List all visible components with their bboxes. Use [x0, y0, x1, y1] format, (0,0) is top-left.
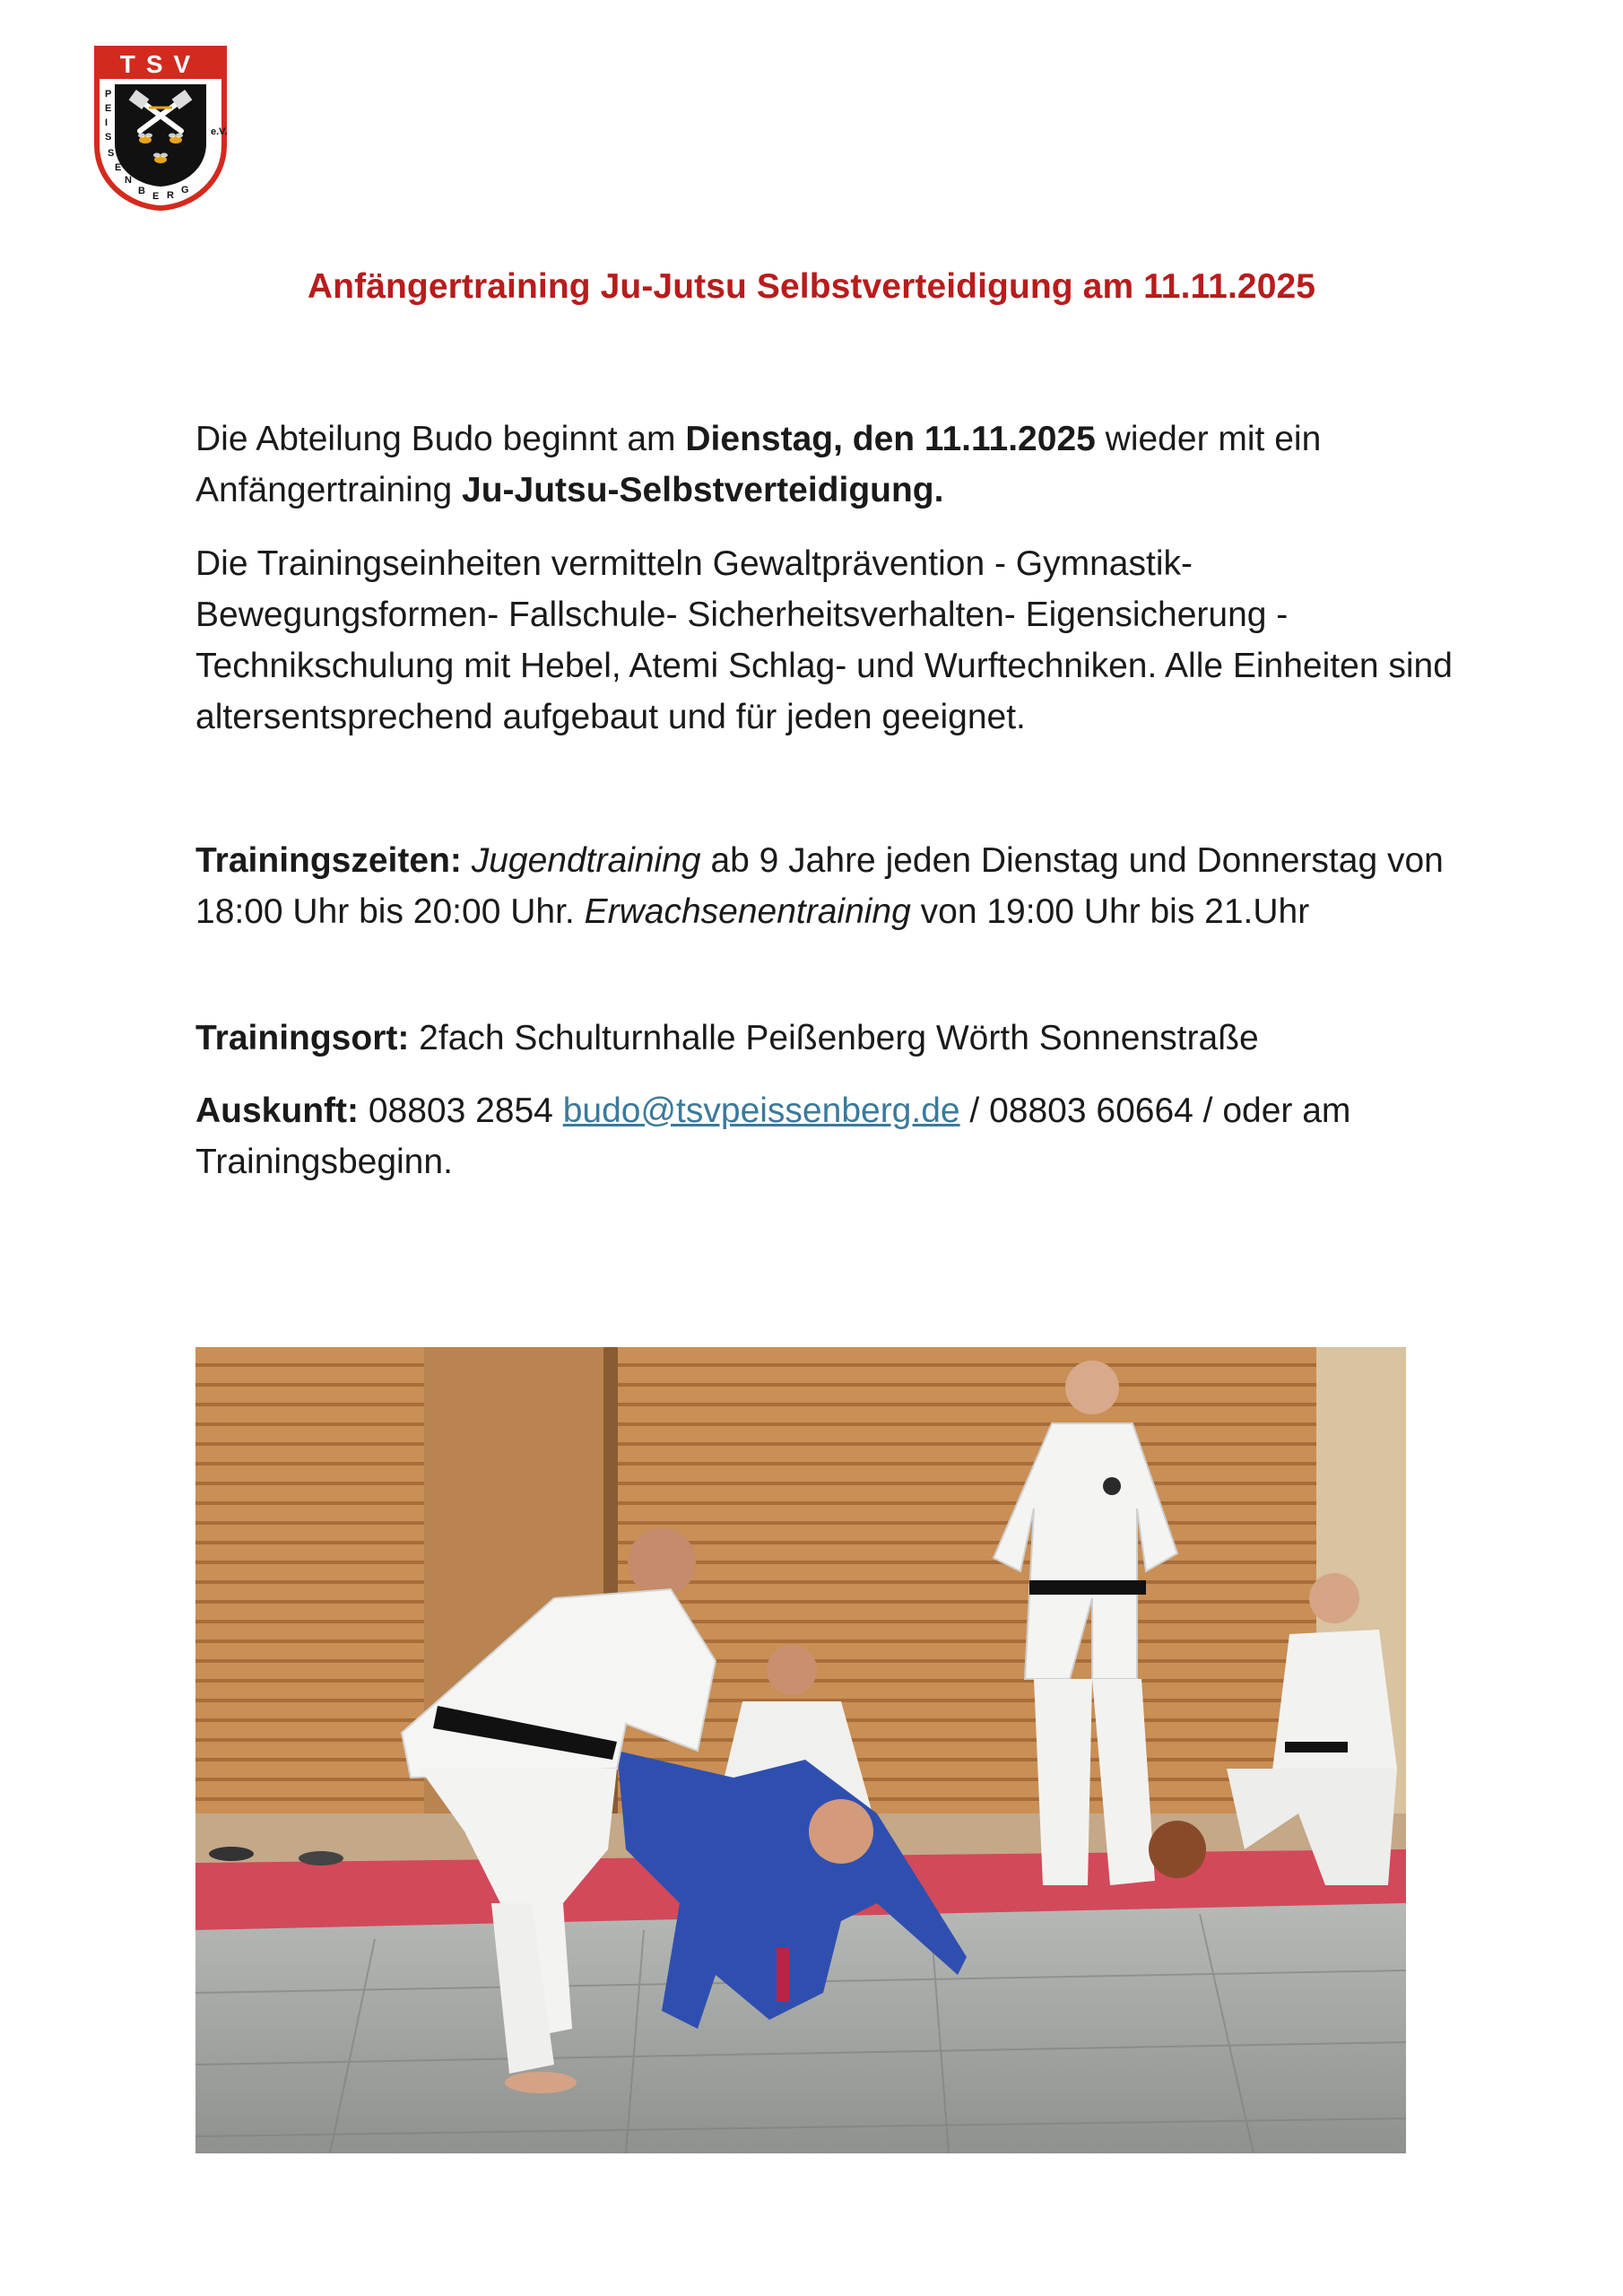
svg-text:e.V.: e.V.	[211, 126, 228, 137]
contact-rest: / 08803 60664 / oder am Trainingsbeginn.	[195, 1091, 1351, 1181]
training-times	[195, 835, 1469, 937]
page-title: Anfängertraining Ju-Jutsu Selbstverteidigung am 11.11.2025	[307, 267, 1316, 306]
contact-info	[195, 1085, 1469, 1187]
svg-text:N: N	[125, 175, 132, 186]
youth-text: ab 9 Jahre jeden Dienstag und Donnerstag von 18:00 Uhr bis 20:00 Uhr.	[195, 841, 1444, 931]
training-location	[195, 1013, 1469, 1064]
svg-text:B: B	[138, 186, 145, 196]
svg-text:TSV: TSV	[119, 50, 202, 78]
svg-text:S: S	[105, 132, 112, 143]
svg-text:E: E	[115, 162, 122, 173]
tsv-logo	[93, 45, 228, 212]
location-label: Trainingsort:	[195, 1019, 410, 1057]
email-link[interactable]: budo@tsvpeissenberg.de	[562, 1091, 960, 1130]
svg-text:R: R	[167, 190, 174, 201]
intro-text: Die Abteilung Budo beginnt am	[195, 420, 686, 458]
adult-label: Erwachsenentraining	[584, 892, 911, 931]
times-label: Trainingszeiten:	[195, 841, 462, 880]
training-photo	[195, 1347, 1406, 2153]
youth-label: Jugendtraining	[471, 841, 701, 880]
svg-text:I: I	[105, 117, 108, 128]
training-date: Dienstag, den 11.11.2025	[685, 420, 1096, 458]
course-name: Ju-Jutsu-Selbstverteidigung.	[462, 471, 944, 509]
svg-text:S: S	[108, 148, 115, 159]
adult-text: von 19:00 Uhr bis 21.Uhr	[910, 892, 1310, 931]
intro-text-2: wieder mit ein Anfängertraining	[195, 420, 1322, 509]
description-paragraph: Die Trainingseinheiten vermitteln Gewaltprävention - Gymnastik-Bewegungsformen- Fallschule- Sicherheitsverhalten- Eigensicherung - Technikschulung mit Hebel, Atemi Schlag- und Wurftechniken. Alle Einheiten sind altersentsprechend aufgebaut und für jeden geeignet.	[195, 544, 1453, 736]
intro-paragraph	[195, 413, 1469, 516]
contact-label: Auskunft:	[195, 1091, 359, 1130]
svg-text:E: E	[105, 103, 112, 114]
svg-text:G: G	[181, 185, 189, 196]
location-text: 2fach Schulturnhalle Peißenberg Wörth Sonnenstraße	[409, 1019, 1259, 1057]
svg-text:P: P	[105, 89, 112, 100]
svg-text:E: E	[152, 191, 160, 202]
contact-phone: 08803 2854	[358, 1091, 563, 1130]
